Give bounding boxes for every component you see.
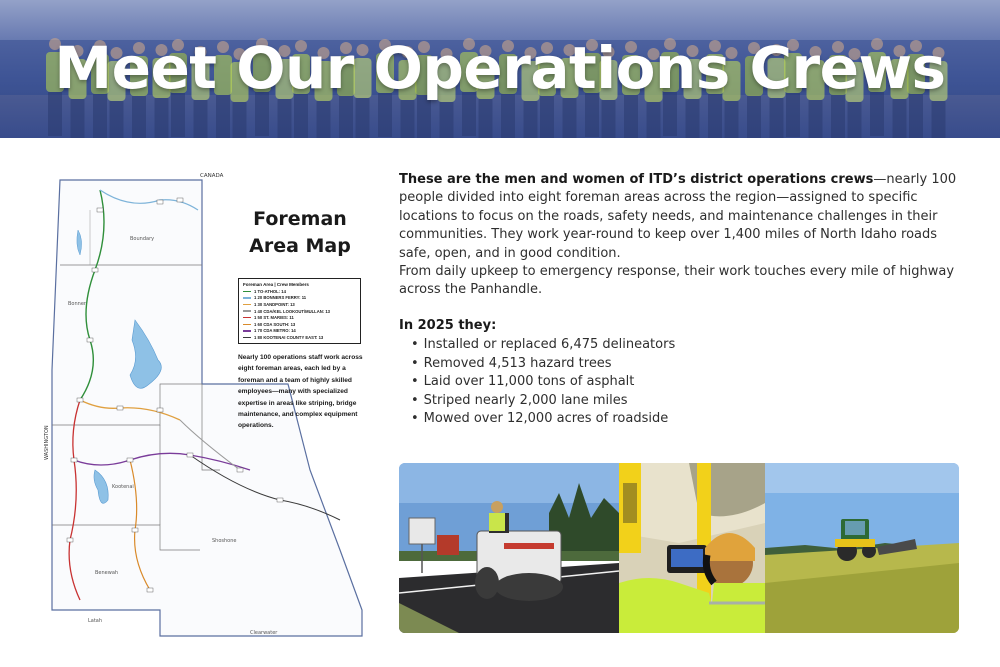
county-label: Boundary bbox=[130, 236, 155, 242]
legend-swatch bbox=[243, 304, 251, 305]
county-label: Clearwater bbox=[250, 630, 278, 636]
legend-swatch bbox=[243, 330, 251, 331]
intro-bold-lead: These are the men and women of ITD’s district operations crews bbox=[399, 172, 874, 187]
legend-label: 1 TO-ATHOL: 14 bbox=[254, 288, 286, 294]
legend-label: 1 60 CDA SOUTH: 13 bbox=[254, 321, 296, 327]
legend-item bbox=[243, 314, 356, 321]
legend-label: 1 70 CDA METRO: 14 bbox=[254, 328, 296, 334]
equipment-operator-photo bbox=[619, 463, 765, 633]
legend-item bbox=[243, 308, 356, 315]
county-label: Bonner bbox=[68, 301, 86, 307]
county-label: Latah bbox=[88, 618, 103, 624]
legend-item bbox=[243, 334, 356, 341]
legend-label: 1 80 KOOTENAI COUNTY EAST: 13 bbox=[254, 334, 324, 340]
legend-swatch bbox=[243, 297, 251, 298]
legend-item bbox=[243, 295, 356, 302]
list-item: • Laid over 11,000 tons of asphalt bbox=[411, 373, 675, 392]
stats-list bbox=[411, 336, 675, 429]
legend-label: 1 20 BONNERS FERRY: 11 bbox=[254, 295, 307, 301]
legend-item bbox=[243, 288, 356, 295]
legend-header: Foreman Area | Crew Members bbox=[243, 282, 309, 287]
road-roller-photo bbox=[399, 463, 619, 633]
list-item: • Striped nearly 2,000 lane miles bbox=[411, 392, 675, 411]
legend-label: 1 50 ST. MARIES: 11 bbox=[254, 315, 294, 321]
legend-label: 1 40 CDA/KEL LOOKOUT/MULLAN: 13 bbox=[254, 308, 331, 314]
county-label: Shoshone bbox=[212, 538, 237, 544]
legend-swatch bbox=[243, 337, 251, 338]
photo-strip bbox=[399, 463, 959, 633]
page-title: Meet Our Operations Crews bbox=[54, 34, 946, 102]
legend-label: 1 30 SANDPOINT: 13 bbox=[254, 301, 295, 307]
foreman-area-map bbox=[40, 170, 370, 640]
legend-item bbox=[243, 328, 356, 335]
legend-swatch bbox=[243, 310, 251, 311]
legend-swatch bbox=[243, 324, 251, 325]
map-note: Nearly 100 operations staff work across eight foreman areas, each led by a foreman and a team of highly skilled employees—many with specialized expertise in areas like striping, bridge maintenance, and complex equipment operations. bbox=[238, 354, 363, 430]
intro-paragraph bbox=[399, 171, 969, 263]
legend-swatch bbox=[243, 317, 251, 318]
intro-rest: —nearly 100 people divided into eight foreman areas across the region—assigned to specific locations to focus on the roads, safety needs, and maintenance challenges in their communities. They work year-round to keep over 1,400 miles of North Idaho roads safe, open, and in good condition. bbox=[399, 172, 957, 261]
county-label: Benewah bbox=[95, 570, 119, 576]
list-item: • Removed 4,513 hazard trees bbox=[411, 355, 675, 374]
list-item: • Installed or replaced 6,475 delineators bbox=[411, 336, 675, 355]
map-label-canada: CANADA bbox=[200, 173, 224, 179]
stats-heading: In 2025 they: bbox=[399, 318, 497, 333]
map-legend bbox=[238, 278, 361, 344]
map-title-line1: Foreman bbox=[253, 208, 347, 230]
map-title bbox=[240, 206, 360, 260]
legend-item bbox=[243, 301, 356, 308]
list-item: • Mowed over 12,000 acres of roadside bbox=[411, 410, 675, 429]
header-banner bbox=[0, 0, 1000, 138]
map-title-line2: Area Map bbox=[249, 235, 351, 257]
map-label-washington: WASHINGTON bbox=[44, 425, 50, 460]
secondary-paragraph: From daily upkeep to emergency response, their work touches every mile of highway across the Panhandle. bbox=[399, 264, 955, 298]
legend-swatch bbox=[243, 291, 251, 292]
roadside-mowing-photo bbox=[765, 463, 959, 633]
county-label: Kootenai bbox=[112, 484, 134, 490]
legend-item bbox=[243, 321, 356, 328]
